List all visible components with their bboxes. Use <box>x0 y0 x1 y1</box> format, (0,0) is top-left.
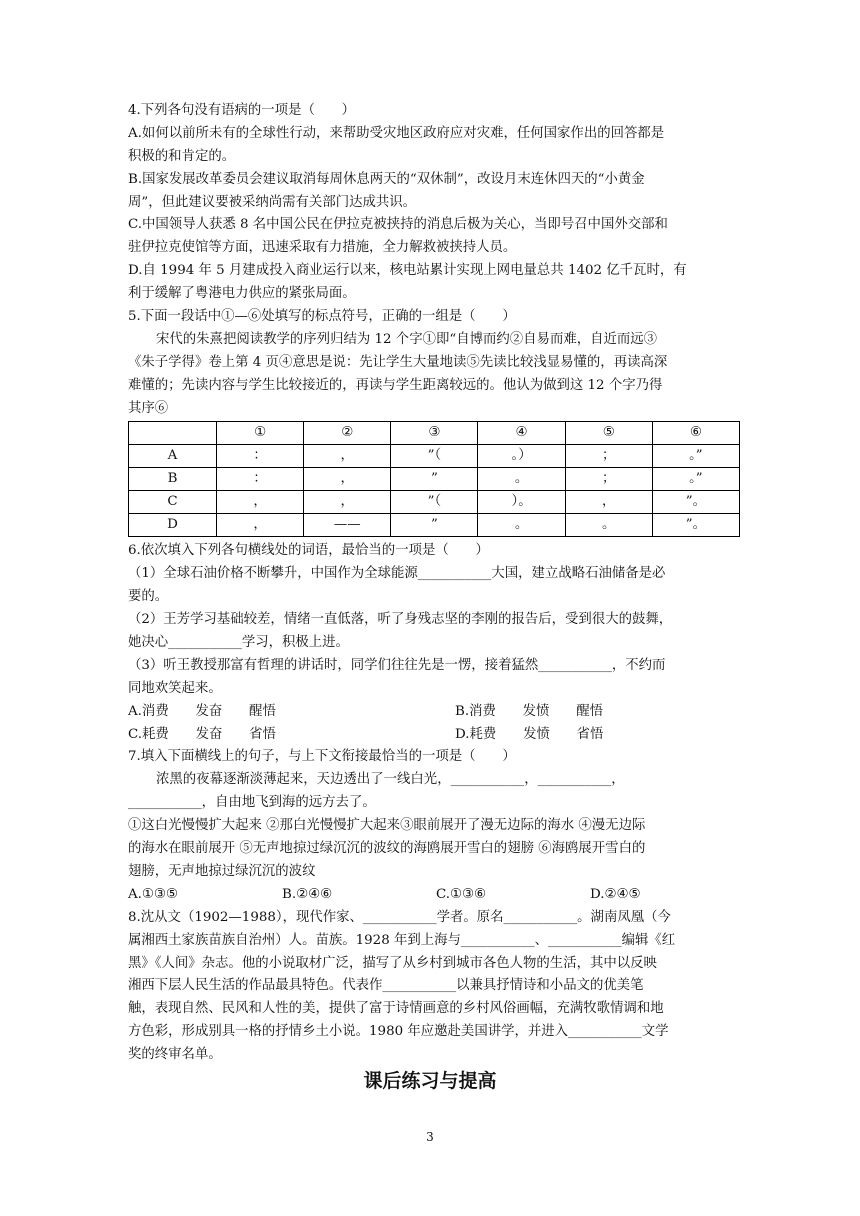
q8-line6: 方色彩，形成别具一格的抒情乡土小说。1980 年应邀赴美国讲学，并进入___________文学 <box>128 1024 669 1040</box>
q8-line3: 黑》《人间》杂志。他的小说取材广泛，描写了从乡村到城市各色人物的生活，其中以反映 <box>128 955 657 971</box>
q6-options-row2 <box>128 724 740 747</box>
q7-passage-line1: 浓黑的夜幕逐渐淡薄起来，天边透出了一线白光，___________，___________， <box>156 772 625 788</box>
q5-stem: 5.下面一段话中①—⑥处填写的标点符号，正确的一组是（ ） <box>128 309 516 325</box>
table-cell: 。 <box>565 514 652 537</box>
q6-option-c: C.耗费 发奋 省悟 <box>128 726 276 742</box>
table-cell: ” <box>391 514 478 537</box>
document-body <box>128 100 740 1067</box>
table-header-cell <box>129 422 217 445</box>
q7-choices-line2: 的海水在眼前展开 ⑤无声地掠过绿沉沉的波纹的海鸥展开雪白的翅膀 ⑥海鸥展开雪白的 <box>128 841 646 857</box>
table-cell: ， <box>217 491 304 514</box>
q7-option-a: A.①③⑤ <box>128 886 178 902</box>
table-cell: ， <box>304 445 391 468</box>
table-cell: 。） <box>478 445 565 468</box>
q4-option-b-line1: B.国家发展改革委员会建议取消每周休息两天的“双休制”，改设月末连休四天的“小黄金 <box>128 171 645 187</box>
q6-option-b: B.消费 发愤 醒悟 <box>455 703 604 719</box>
table-cell: B <box>129 468 217 491</box>
table-cell: C <box>129 491 217 514</box>
q6-sentence2-line1: （2）王芳学习基础较差，情绪一直低落，听了身残志坚的李刚的报告后，受到很大的鼓舞， <box>128 612 673 628</box>
punctuation-table <box>128 421 740 537</box>
q6-sentence3-line1: （3）听王教授那富有哲理的讲话时，同学们往往先是一愣，接着猛然___________，不约而 <box>128 657 666 673</box>
q5-passage-line4: 其序⑥ <box>128 400 169 416</box>
table-cell: D <box>129 514 217 537</box>
q4-option-c-line1: C.中国领导人获悉 8 名中国公民在伊拉克被挟持的消息后极为关心，当即号召中国外交部和 <box>128 217 668 233</box>
q6-stem: 6.依次填入下列各句横线处的词语，最恰当的一项是（ ） <box>128 543 489 559</box>
q6-sentence1-line1: （1）全球石油价格不断攀升，中国作为全球能源___________大国，建立战略石油储备是必 <box>128 566 666 582</box>
q4-stem: 4.下列各句没有语病的一项是（ ） <box>128 103 356 118</box>
q7-choices-line1: ①这白光慢慢扩大起来 ②那白光慢慢扩大起来③眼前展开了漫无边际的海水 ④漫无边际 <box>128 818 646 834</box>
table-cell: ” <box>391 468 478 491</box>
q4-option-c-line2: 驻伊拉克使馆等方面，迅速采取有力措施，全力解救被挟持人员。 <box>128 240 517 256</box>
table-header-cell: ③ <box>391 422 478 445</box>
section-heading: 课后练习与提高 <box>363 1070 497 1092</box>
table-header-row <box>129 422 740 445</box>
q8-line5: 触，表现自然、民风和人性的美，提供了富于诗情画意的乡村风俗画幅，充满牧歌情调和地 <box>128 1001 664 1017</box>
q8-line2: 属湘西土家族苗族自治州）人。苗族。1928 年到上海与___________、___________编辑《红 <box>128 932 676 948</box>
table-cell: 。 <box>478 514 565 537</box>
table-cell: ”。 <box>652 491 739 514</box>
q4-option-d-line2: 利于缓解了粤港电力供应的紧张局面。 <box>128 286 356 302</box>
table-cell: ： <box>217 468 304 491</box>
table-cell: ， <box>565 491 652 514</box>
q6-option-d: D.耗费 发愤 省悟 <box>455 726 604 742</box>
q7-options-row <box>128 884 740 907</box>
table-header-cell: ⑤ <box>565 422 652 445</box>
q6-option-a: A.消费 发奋 醒悟 <box>128 703 276 719</box>
q4-option-a-line2: 积极的和肯定的。 <box>128 148 236 164</box>
table-cell: ； <box>565 445 652 468</box>
q6-sentence3-line2: 同地欢笑起来。 <box>128 680 222 696</box>
q7-option-d: D.②④⑤ <box>590 886 641 902</box>
table-cell: ）。 <box>478 491 565 514</box>
q7-choices-line3: 翅膀，无声地掠过绿沉沉的波纹 <box>128 863 316 879</box>
table-cell: ： <box>217 445 304 468</box>
q7-option-b: B.②④⑥ <box>282 886 333 902</box>
table-header-cell: ② <box>304 422 391 445</box>
table-cell: 。 <box>478 468 565 491</box>
page-number: 3 <box>426 1130 434 1144</box>
q6-options-row1 <box>128 701 740 724</box>
table-cell: ； <box>565 468 652 491</box>
table-header-cell: ① <box>217 422 304 445</box>
table-cell: ， <box>304 491 391 514</box>
q5-passage-line2: 《朱子学得》卷上第 4 页④意思是说：先让学生大量地读⑤先读比较浅显易懂的，再读高深 <box>128 354 668 370</box>
table-cell: ”（ <box>391 491 478 514</box>
q8-line4: 湘西下层人民生活的作品最具特色。代表作___________以兼具抒情诗和小品文的优美笔 <box>128 978 644 994</box>
table-row <box>129 445 740 468</box>
table-row <box>129 491 740 514</box>
table-header-cell: ⑥ <box>652 422 739 445</box>
q5-passage-line1: 宋代的朱熹把阅读教学的序列归结为 12 个字①即“自博而约②自易而难，自近而远③ <box>156 331 658 347</box>
table-row <box>129 514 740 537</box>
table-cell: 。” <box>652 468 739 491</box>
q4-option-d-line1: D.自 1994 年 5 月建成投入商业运行以来，核电站累计实现上网电量总共 1402 亿千瓦时，有 <box>128 263 687 279</box>
table-cell: ， <box>304 468 391 491</box>
q7-passage-line2: ___________，自由地飞到海的远方去了。 <box>128 795 376 811</box>
q8-line1: 8.沈从文（1902—1988），现代作家、___________学者。原名___________。湖南凤凰（今 <box>128 909 671 925</box>
q7-stem: 7.填入下面横线上的句子，与上下文衔接最恰当的一项是（ ） <box>128 749 516 765</box>
q8-line7: 奖的终审名单。 <box>128 1047 222 1063</box>
q7-option-c: C.①③⑥ <box>436 886 487 902</box>
q4-option-a-line1: A.如何以前所未有的全球性行动，来帮助受灾地区政府应对灾难，任何国家作出的回答都是 <box>128 125 665 141</box>
table-row <box>129 468 740 491</box>
q6-sentence2-line2: 她决心___________学习，积极上进。 <box>128 635 349 651</box>
table-cell: 。” <box>652 445 739 468</box>
q4-option-b-line2: 周”，但此建议要被采纳尚需有关部门达成共识。 <box>128 194 417 210</box>
table-cell: ”（ <box>391 445 478 468</box>
q6-sentence1-line2: 要的。 <box>128 589 169 605</box>
table-header-cell: ④ <box>478 422 565 445</box>
q5-passage-line3: 难懂的；先读内容与学生比较接近的，再读与学生距离较远的。他认为做到这 12 个字乃得 <box>128 377 663 393</box>
table-cell: A <box>129 445 217 468</box>
table-cell: ， <box>217 514 304 537</box>
table-cell: ”。 <box>652 514 739 537</box>
table-cell: —— <box>304 514 391 537</box>
